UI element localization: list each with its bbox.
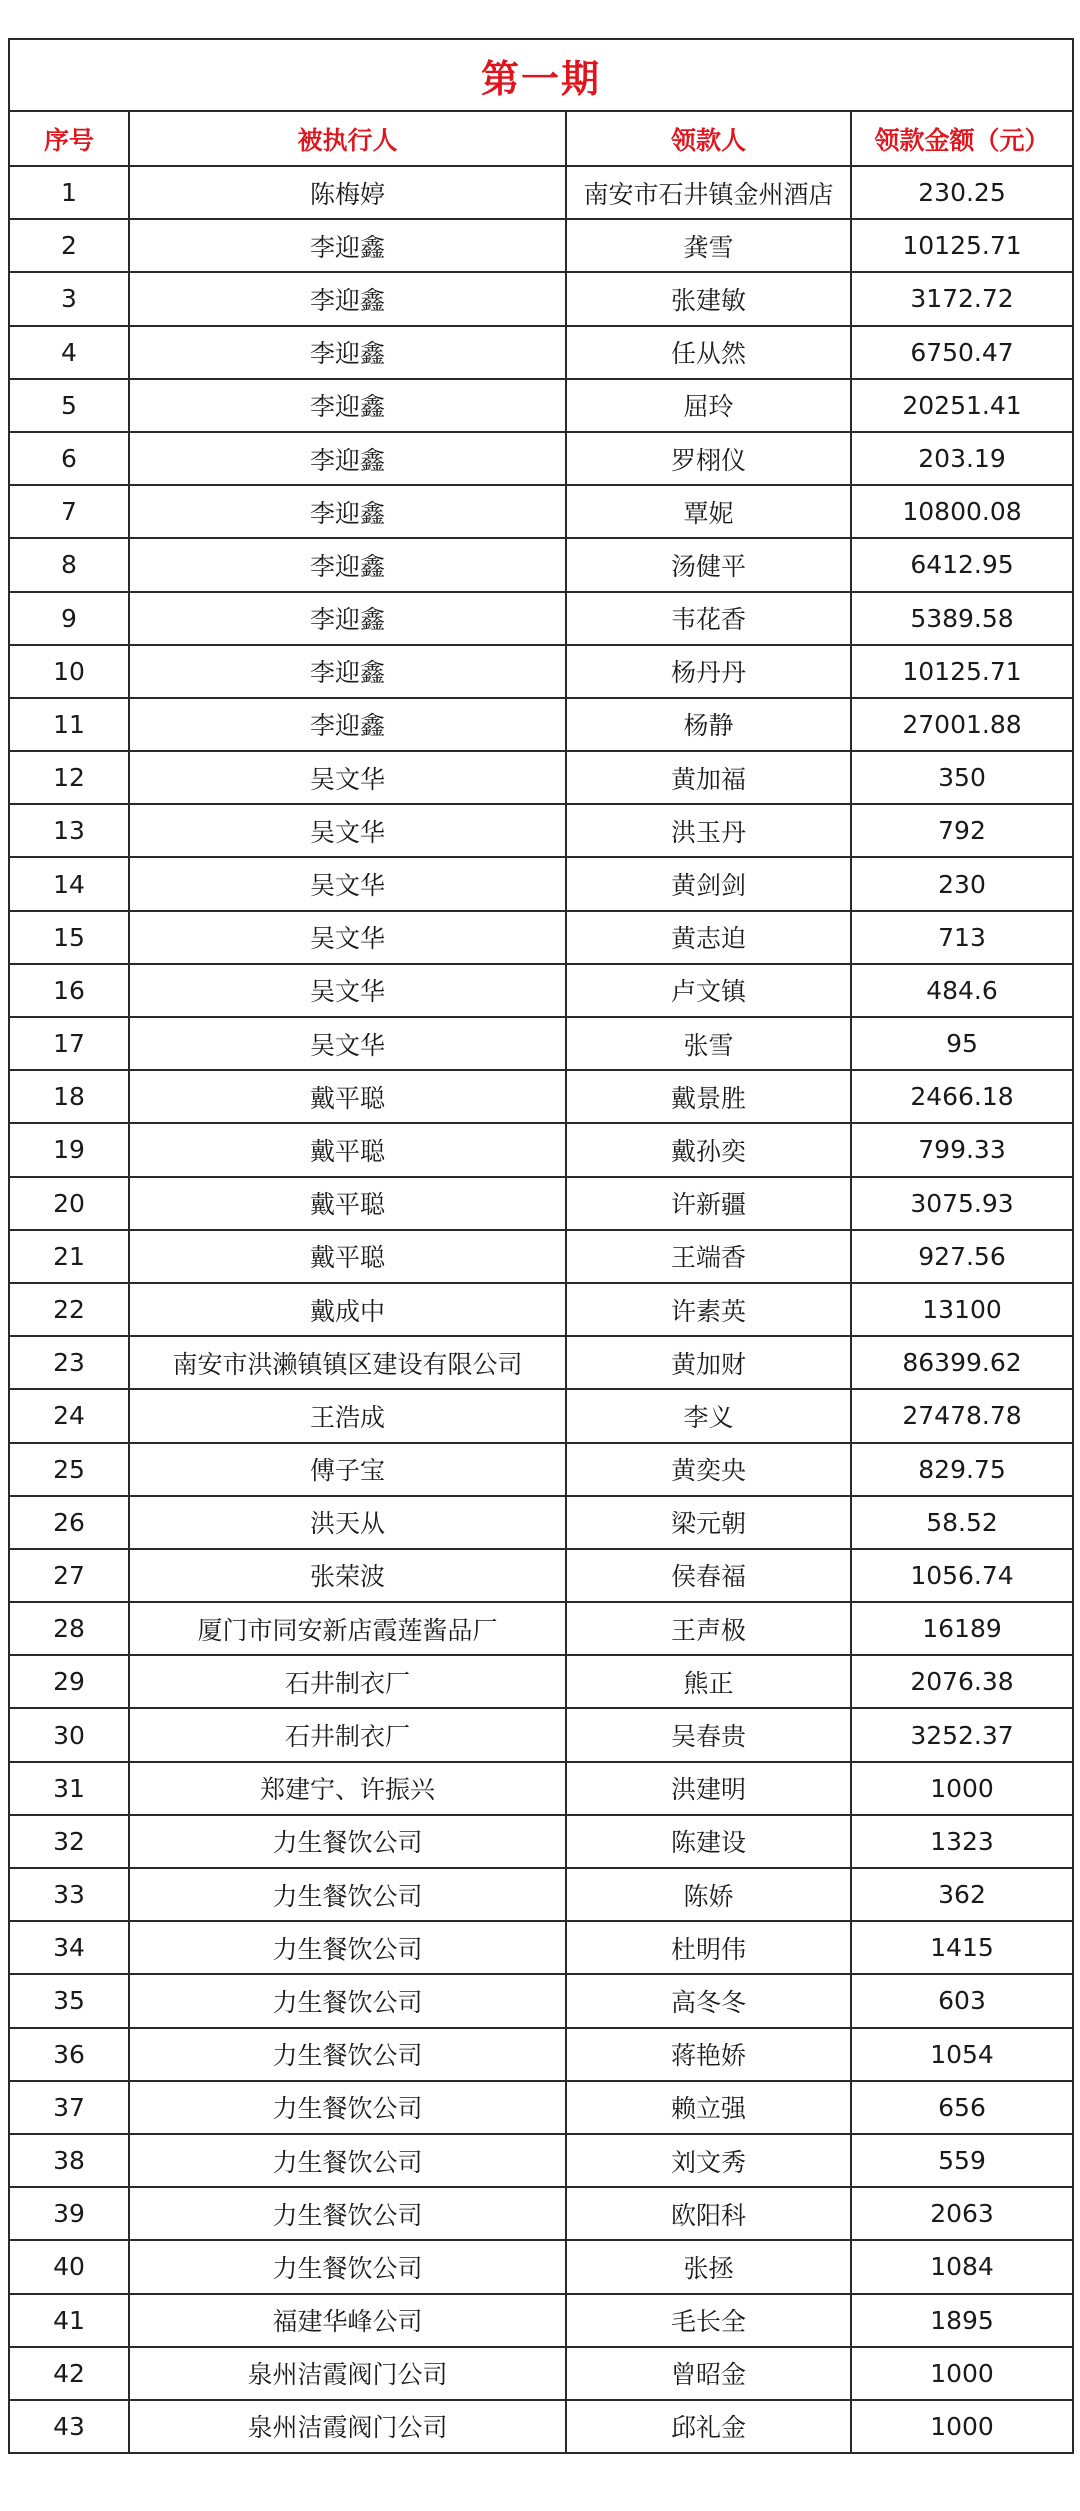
cell-index: 10 (9, 645, 129, 698)
cell-debtor: 郑建宁、许振兴 (129, 1762, 566, 1815)
cell-index: 5 (9, 379, 129, 432)
cell-debtor: 李迎鑫 (129, 379, 566, 432)
cell-recipient: 黄奕央 (566, 1443, 851, 1496)
table-row (9, 1868, 1073, 1921)
cell-amount: 1000 (851, 2400, 1073, 2453)
cell-index: 21 (9, 1230, 129, 1283)
cell-amount: 27478.78 (851, 1389, 1073, 1442)
table-row (9, 698, 1073, 751)
table-row (9, 2134, 1073, 2187)
cell-index: 42 (9, 2347, 129, 2400)
cell-recipient: 南安市石井镇金州酒店 (566, 166, 851, 219)
table-row (9, 379, 1073, 432)
cell-recipient: 洪玉丹 (566, 804, 851, 857)
table-row (9, 1655, 1073, 1708)
cell-index: 17 (9, 1017, 129, 1070)
table-row (9, 1070, 1073, 1123)
cell-recipient: 戴孙奕 (566, 1123, 851, 1176)
cell-index: 43 (9, 2400, 129, 2453)
cell-amount: 27001.88 (851, 698, 1073, 751)
cell-recipient: 熊正 (566, 1655, 851, 1708)
cell-amount: 6750.47 (851, 326, 1073, 379)
table-row (9, 485, 1073, 538)
cell-index: 31 (9, 1762, 129, 1815)
cell-recipient: 黄加福 (566, 751, 851, 804)
cell-recipient: 王端香 (566, 1230, 851, 1283)
table-row (9, 1815, 1073, 1868)
cell-index: 37 (9, 2081, 129, 2134)
cell-recipient: 高冬冬 (566, 1974, 851, 2027)
cell-debtor: 力生餐饮公司 (129, 2028, 566, 2081)
cell-debtor: 李迎鑫 (129, 326, 566, 379)
table-row (9, 2240, 1073, 2293)
cell-amount: 13100 (851, 1283, 1073, 1336)
table-row (9, 2081, 1073, 2134)
cell-amount: 230.25 (851, 166, 1073, 219)
table-row (9, 1762, 1073, 1815)
cell-index: 26 (9, 1496, 129, 1549)
cell-recipient: 毛长全 (566, 2294, 851, 2347)
cell-debtor: 力生餐饮公司 (129, 1921, 566, 1974)
cell-amount: 5389.58 (851, 592, 1073, 645)
cell-amount: 1000 (851, 2347, 1073, 2400)
cell-index: 34 (9, 1921, 129, 1974)
cell-debtor: 吴文华 (129, 911, 566, 964)
cell-recipient: 张雪 (566, 1017, 851, 1070)
cell-index: 13 (9, 804, 129, 857)
cell-index: 9 (9, 592, 129, 645)
cell-debtor: 吴文华 (129, 804, 566, 857)
cell-amount: 20251.41 (851, 379, 1073, 432)
table-row (9, 751, 1073, 804)
cell-debtor: 泉州洁霞阀门公司 (129, 2400, 566, 2453)
table-row (9, 1123, 1073, 1176)
cell-debtor: 力生餐饮公司 (129, 2240, 566, 2293)
cell-recipient: 覃妮 (566, 485, 851, 538)
cell-recipient: 许新疆 (566, 1177, 851, 1230)
cell-debtor: 李迎鑫 (129, 592, 566, 645)
cell-amount: 1415 (851, 1921, 1073, 1974)
header-recipient: 领款人 (566, 111, 851, 166)
cell-debtor: 李迎鑫 (129, 219, 566, 272)
cell-amount: 203.19 (851, 432, 1073, 485)
cell-debtor: 戴平聪 (129, 1070, 566, 1123)
cell-index: 16 (9, 964, 129, 1017)
cell-index: 19 (9, 1123, 129, 1176)
cell-amount: 1000 (851, 1762, 1073, 1815)
cell-amount: 1084 (851, 2240, 1073, 2293)
cell-recipient: 梁元朝 (566, 1496, 851, 1549)
cell-debtor: 吴文华 (129, 964, 566, 1017)
table-row (9, 804, 1073, 857)
header-amount: 领款金额（元） (851, 111, 1073, 166)
table-row (9, 1443, 1073, 1496)
cell-amount: 1054 (851, 2028, 1073, 2081)
cell-amount: 230 (851, 857, 1073, 910)
cell-amount: 792 (851, 804, 1073, 857)
header-index: 序号 (9, 111, 129, 166)
cell-recipient: 杨静 (566, 698, 851, 751)
cell-index: 8 (9, 538, 129, 591)
title-row (9, 39, 1073, 111)
table-row (9, 432, 1073, 485)
cell-amount: 3252.37 (851, 1708, 1073, 1761)
cell-index: 20 (9, 1177, 129, 1230)
table-row (9, 2347, 1073, 2400)
table-row (9, 2400, 1073, 2453)
cell-debtor: 李迎鑫 (129, 432, 566, 485)
cell-amount: 559 (851, 2134, 1073, 2187)
table-row (9, 1974, 1073, 2027)
cell-index: 3 (9, 272, 129, 325)
cell-debtor: 南安市洪濑镇镇区建设有限公司 (129, 1336, 566, 1389)
cell-index: 4 (9, 326, 129, 379)
cell-amount: 3172.72 (851, 272, 1073, 325)
table-row (9, 1017, 1073, 1070)
cell-recipient: 吴春贵 (566, 1708, 851, 1761)
cell-recipient: 汤健平 (566, 538, 851, 591)
cell-index: 23 (9, 1336, 129, 1389)
cell-recipient: 陈建设 (566, 1815, 851, 1868)
cell-debtor: 吴文华 (129, 857, 566, 910)
cell-debtor: 李迎鑫 (129, 645, 566, 698)
cell-recipient: 蒋艳娇 (566, 2028, 851, 2081)
cell-debtor: 戴平聪 (129, 1230, 566, 1283)
cell-recipient: 杨丹丹 (566, 645, 851, 698)
table-row (9, 1602, 1073, 1655)
cell-index: 6 (9, 432, 129, 485)
cell-recipient: 赖立强 (566, 2081, 851, 2134)
header-debtor: 被执行人 (129, 111, 566, 166)
cell-amount: 3075.93 (851, 1177, 1073, 1230)
cell-debtor: 李迎鑫 (129, 272, 566, 325)
cell-recipient: 黄剑剑 (566, 857, 851, 910)
cell-index: 38 (9, 2134, 129, 2187)
cell-index: 15 (9, 911, 129, 964)
cell-index: 39 (9, 2187, 129, 2240)
cell-index: 11 (9, 698, 129, 751)
cell-amount: 362 (851, 1868, 1073, 1921)
cell-debtor: 福建华峰公司 (129, 2294, 566, 2347)
table-row (9, 964, 1073, 1017)
cell-recipient: 陈娇 (566, 1868, 851, 1921)
cell-debtor: 吴文华 (129, 1017, 566, 1070)
cell-debtor: 吴文华 (129, 751, 566, 804)
table-row (9, 1496, 1073, 1549)
cell-amount: 10800.08 (851, 485, 1073, 538)
cell-recipient: 李义 (566, 1389, 851, 1442)
cell-debtor: 力生餐饮公司 (129, 1974, 566, 2027)
cell-recipient: 卢文镇 (566, 964, 851, 1017)
cell-debtor: 力生餐饮公司 (129, 1868, 566, 1921)
cell-amount: 656 (851, 2081, 1073, 2134)
table-title: 第一期 (9, 39, 1073, 111)
table-row (9, 166, 1073, 219)
table-row (9, 326, 1073, 379)
cell-recipient: 龚雪 (566, 219, 851, 272)
cell-debtor: 力生餐饮公司 (129, 2134, 566, 2187)
cell-recipient: 黄加财 (566, 1336, 851, 1389)
cell-amount: 829.75 (851, 1443, 1073, 1496)
cell-debtor: 李迎鑫 (129, 698, 566, 751)
cell-index: 18 (9, 1070, 129, 1123)
cell-recipient: 许素英 (566, 1283, 851, 1336)
cell-debtor: 张荣波 (129, 1549, 566, 1602)
cell-index: 32 (9, 1815, 129, 1868)
cell-debtor: 厦门市同安新店霞莲酱品厂 (129, 1602, 566, 1655)
table-row (9, 272, 1073, 325)
cell-debtor: 王浩成 (129, 1389, 566, 1442)
table-row (9, 1708, 1073, 1761)
cell-amount: 86399.62 (851, 1336, 1073, 1389)
cell-index: 2 (9, 219, 129, 272)
cell-recipient: 任从然 (566, 326, 851, 379)
cell-amount: 484.6 (851, 964, 1073, 1017)
cell-index: 1 (9, 166, 129, 219)
cell-amount: 927.56 (851, 1230, 1073, 1283)
cell-amount: 2466.18 (851, 1070, 1073, 1123)
cell-amount: 58.52 (851, 1496, 1073, 1549)
table-row (9, 219, 1073, 272)
cell-debtor: 傅子宝 (129, 1443, 566, 1496)
table-row (9, 1177, 1073, 1230)
cell-recipient: 王声极 (566, 1602, 851, 1655)
table-row (9, 592, 1073, 645)
cell-recipient: 杜明伟 (566, 1921, 851, 1974)
cell-debtor: 戴平聪 (129, 1177, 566, 1230)
table-row (9, 1283, 1073, 1336)
table-row (9, 857, 1073, 910)
cell-debtor: 陈梅婷 (129, 166, 566, 219)
cell-recipient: 张建敏 (566, 272, 851, 325)
table-row (9, 1549, 1073, 1602)
cell-debtor: 戴成中 (129, 1283, 566, 1336)
cell-index: 25 (9, 1443, 129, 1496)
cell-amount: 713 (851, 911, 1073, 964)
cell-index: 7 (9, 485, 129, 538)
cell-debtor: 石井制衣厂 (129, 1708, 566, 1761)
cell-index: 27 (9, 1549, 129, 1602)
cell-amount: 799.33 (851, 1123, 1073, 1176)
cell-recipient: 韦花香 (566, 592, 851, 645)
cell-debtor: 力生餐饮公司 (129, 2187, 566, 2240)
cell-index: 29 (9, 1655, 129, 1708)
cell-recipient: 侯春福 (566, 1549, 851, 1602)
table-row (9, 1336, 1073, 1389)
cell-debtor: 泉州洁霞阀门公司 (129, 2347, 566, 2400)
cell-recipient: 戴景胜 (566, 1070, 851, 1123)
cell-amount: 95 (851, 1017, 1073, 1070)
cell-recipient: 刘文秀 (566, 2134, 851, 2187)
cell-index: 22 (9, 1283, 129, 1336)
cell-index: 33 (9, 1868, 129, 1921)
table-row (9, 2294, 1073, 2347)
cell-debtor: 石井制衣厂 (129, 1655, 566, 1708)
cell-amount: 10125.71 (851, 645, 1073, 698)
cell-index: 12 (9, 751, 129, 804)
cell-recipient: 张拯 (566, 2240, 851, 2293)
cell-index: 40 (9, 2240, 129, 2293)
cell-index: 24 (9, 1389, 129, 1442)
cell-debtor: 洪天从 (129, 1496, 566, 1549)
cell-amount: 1895 (851, 2294, 1073, 2347)
cell-amount: 603 (851, 1974, 1073, 2027)
cell-amount: 350 (851, 751, 1073, 804)
cell-index: 35 (9, 1974, 129, 2027)
table-row (9, 2187, 1073, 2240)
cell-recipient: 洪建明 (566, 1762, 851, 1815)
table-row (9, 2028, 1073, 2081)
table-row (9, 911, 1073, 964)
cell-recipient: 曾昭金 (566, 2347, 851, 2400)
table-row (9, 1389, 1073, 1442)
cell-debtor: 李迎鑫 (129, 485, 566, 538)
cell-index: 41 (9, 2294, 129, 2347)
cell-recipient: 罗栩仪 (566, 432, 851, 485)
cell-amount: 1056.74 (851, 1549, 1073, 1602)
cell-debtor: 力生餐饮公司 (129, 2081, 566, 2134)
cell-amount: 6412.95 (851, 538, 1073, 591)
table-row (9, 1921, 1073, 1974)
cell-index: 36 (9, 2028, 129, 2081)
cell-index: 28 (9, 1602, 129, 1655)
cell-recipient: 屈玲 (566, 379, 851, 432)
cell-index: 14 (9, 857, 129, 910)
cell-amount: 16189 (851, 1602, 1073, 1655)
cell-recipient: 邱礼金 (566, 2400, 851, 2453)
cell-amount: 1323 (851, 1815, 1073, 1868)
table-row (9, 645, 1073, 698)
cell-recipient: 欧阳科 (566, 2187, 851, 2240)
cell-amount: 10125.71 (851, 219, 1073, 272)
cell-recipient: 黄志迫 (566, 911, 851, 964)
table-row (9, 1230, 1073, 1283)
cell-amount: 2063 (851, 2187, 1073, 2240)
payment-table (8, 38, 1074, 2454)
cell-debtor: 李迎鑫 (129, 538, 566, 591)
table-row (9, 538, 1073, 591)
cell-debtor: 力生餐饮公司 (129, 1815, 566, 1868)
header-row (9, 111, 1073, 166)
cell-index: 30 (9, 1708, 129, 1761)
cell-debtor: 戴平聪 (129, 1123, 566, 1176)
cell-amount: 2076.38 (851, 1655, 1073, 1708)
